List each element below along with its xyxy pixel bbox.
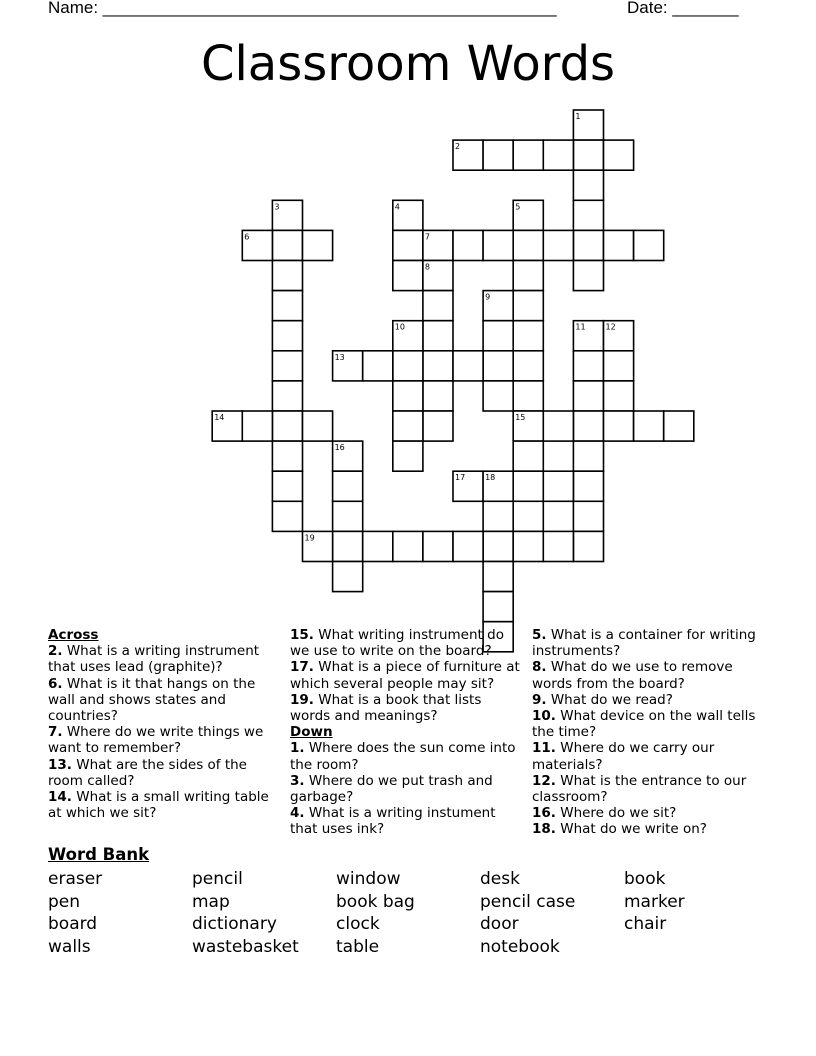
clue-down-12: 12. What is the entrance to our classroom?: [532, 772, 747, 806]
word-bank-item: eraser: [48, 869, 103, 889]
grid-cell[interactable]: [513, 230, 543, 260]
grid-cell[interactable]: [513, 411, 543, 441]
word-bank-item: book bag: [336, 891, 415, 912]
clue-across-19: 19. What is a book that lists words and meanings?: [290, 691, 482, 725]
grid-cell[interactable]: [242, 230, 272, 260]
clue-number: 15: [515, 413, 526, 422]
grid-cell[interactable]: [483, 471, 513, 501]
clue-number: 19: [304, 533, 315, 543]
grid-cell[interactable]: [573, 471, 603, 501]
clue-number: 9: [485, 292, 491, 302]
clue-down-9: 9. What do we read?: [532, 691, 673, 708]
grid-cell[interactable]: [423, 291, 453, 321]
clue-across-13: 13. What are the sides of the room called?: [48, 756, 247, 789]
grid-cell[interactable]: [453, 351, 483, 381]
grid-cell[interactable]: [483, 562, 513, 592]
date-field-label: Date: _______: [627, 0, 739, 17]
grid-cell[interactable]: [393, 321, 423, 351]
clue-down-3: 3. Where do we put trash and garbage?: [290, 772, 493, 806]
grid-cell[interactable]: [272, 501, 302, 531]
grid-cell[interactable]: [272, 411, 302, 441]
grid-cell[interactable]: [333, 351, 363, 381]
clue-number: 4: [394, 202, 400, 212]
grid-cell[interactable]: [303, 411, 333, 441]
grid-cell[interactable]: [604, 411, 634, 441]
clue-across-17: 17. What is a piece of furniture at which several people may sit?: [290, 659, 520, 692]
grid-cell[interactable]: [242, 411, 272, 441]
grid-cell[interactable]: [453, 471, 483, 501]
word-bank-item: map: [192, 891, 230, 912]
grid-cell[interactable]: [573, 441, 603, 471]
grid-cell[interactable]: [604, 230, 634, 260]
page-title: Classroom Words: [200, 36, 616, 92]
clues-column-2: [290, 627, 522, 838]
grid-cell[interactable]: [393, 230, 423, 260]
grid-cell[interactable]: [212, 411, 242, 441]
grid-cell[interactable]: [513, 261, 543, 291]
grid-cell[interactable]: [573, 140, 603, 170]
word-bank-heading: Word Bank: [48, 845, 150, 864]
grid-cell[interactable]: [483, 230, 513, 260]
grid-cell[interactable]: [423, 321, 453, 351]
grid-cell[interactable]: [543, 531, 573, 561]
grid-cell[interactable]: [604, 381, 634, 411]
grid-cell[interactable]: [573, 200, 603, 230]
clue-across-15: 15. What writing instrument do we use to write on the board?: [290, 627, 504, 660]
grid-cell[interactable]: [272, 441, 302, 471]
clue-number: 3: [274, 202, 280, 212]
grid-cell[interactable]: [634, 230, 664, 260]
grid-cell[interactable]: [423, 351, 453, 381]
grid-cell[interactable]: [423, 531, 453, 561]
word-bank-item: dictionary: [192, 914, 277, 934]
grid-cell[interactable]: [604, 321, 634, 351]
grid-cell[interactable]: [272, 261, 302, 291]
clue-down-1: 1. Where does the sun come into the room?: [290, 740, 516, 773]
grid-cell[interactable]: [333, 501, 363, 531]
clue-across-2: 2. What is a writing instrument that uses lead (graphite)?: [48, 643, 260, 676]
grid-cell[interactable]: [303, 531, 333, 561]
word-bank-item: board: [48, 914, 98, 934]
word-bank-item: pen: [48, 891, 81, 912]
grid-cell[interactable]: [272, 351, 302, 381]
clue-down-4: 4. What is a writing instument that uses ink?: [290, 805, 496, 838]
grid-cell[interactable]: [513, 501, 543, 531]
grid-cell[interactable]: [363, 531, 393, 561]
grid-cell[interactable]: [333, 531, 363, 561]
grid-cell[interactable]: [393, 531, 423, 561]
clue-number: 13: [334, 352, 345, 362]
grid-cell[interactable]: [513, 531, 543, 561]
clue-number: 1: [575, 112, 581, 121]
grid-cell[interactable]: [423, 381, 453, 411]
grid-cell[interactable]: [272, 200, 302, 230]
grid-cell[interactable]: [483, 531, 513, 561]
grid-cell[interactable]: [333, 471, 363, 501]
grid-cell[interactable]: [423, 411, 453, 441]
grid-cell[interactable]: [573, 351, 603, 381]
grid-cell[interactable]: [543, 411, 573, 441]
grid-cell[interactable]: [573, 230, 603, 260]
grid-cell[interactable]: [573, 531, 603, 561]
grid-cell[interactable]: [573, 110, 603, 140]
grid-cell[interactable]: [393, 381, 423, 411]
clue-number: 5: [515, 202, 521, 212]
grid-cell[interactable]: [333, 562, 363, 592]
word-bank-item: pencil case: [480, 891, 576, 912]
clue-across-14: 14. What is a small writing table at which we sit?: [48, 789, 269, 822]
grid-cell[interactable]: [483, 381, 513, 411]
clue-down-8: 8. What do we use to remove words from the board?: [532, 659, 733, 692]
grid-cell[interactable]: [393, 200, 423, 230]
grid-cell[interactable]: [513, 140, 543, 170]
grid-cell[interactable]: [423, 261, 453, 291]
grid-cell[interactable]: [272, 321, 302, 351]
word-bank-item: table: [336, 936, 380, 957]
word-bank-item: book: [624, 869, 666, 889]
clue-down-16: 16. Where do we sit?: [532, 805, 677, 822]
grid-cell[interactable]: [393, 411, 423, 441]
grid-cell[interactable]: [303, 230, 333, 260]
grid-cell[interactable]: [272, 230, 302, 260]
grid-cell[interactable]: [333, 441, 363, 471]
grid-cell[interactable]: [513, 351, 543, 381]
clue-number: 17: [455, 473, 466, 483]
word-bank-item: wastebasket: [192, 936, 299, 957]
grid-cell[interactable]: [634, 411, 664, 441]
grid-cell[interactable]: [483, 501, 513, 531]
grid-cell[interactable]: [543, 140, 573, 170]
grid-cell[interactable]: [453, 230, 483, 260]
grid-cell[interactable]: [513, 200, 543, 230]
word-bank-item: marker: [624, 891, 685, 912]
word-bank-item: window: [336, 869, 401, 889]
grid-cell[interactable]: [573, 381, 603, 411]
clue-number: 12: [605, 322, 616, 332]
word-bank-item: chair: [624, 914, 667, 934]
grid-cell[interactable]: [363, 351, 393, 381]
grid-cell[interactable]: [664, 411, 694, 441]
clue-across-6: 6. What is it that hangs on the wall and shows states and countries?: [48, 675, 256, 725]
grid-cell[interactable]: [453, 531, 483, 561]
clue-number: 18: [485, 473, 496, 483]
grid-cell[interactable]: [513, 471, 543, 501]
grid-cell[interactable]: [513, 381, 543, 411]
clue-number: 14: [214, 413, 225, 422]
grid-cell[interactable]: [272, 381, 302, 411]
clue-across-7: 7. Where do we write things we want to remember?: [48, 724, 264, 757]
grid-cell[interactable]: [423, 230, 453, 260]
grid-cell[interactable]: [393, 351, 423, 381]
clue-number: 11: [575, 322, 586, 332]
grid-cell[interactable]: [483, 291, 513, 321]
grid-cell[interactable]: [483, 351, 513, 381]
grid-cell[interactable]: [543, 230, 573, 260]
clue-number: 7: [424, 232, 430, 242]
grid-cell[interactable]: [272, 291, 302, 321]
down-heading: Down: [290, 724, 333, 741]
grid-cell[interactable]: [483, 321, 513, 351]
across-heading: Across: [48, 627, 99, 643]
clue-number: 8: [424, 262, 430, 272]
clue-number: 16: [334, 443, 345, 453]
clue-down-18: 18. What do we write on?: [532, 821, 707, 838]
grid-cell[interactable]: [513, 291, 543, 321]
grid-cell[interactable]: [393, 441, 423, 471]
word-bank: [48, 868, 768, 958]
word-bank-item: desk: [480, 869, 520, 889]
grid-cell[interactable]: [573, 411, 603, 441]
grid-cell[interactable]: [453, 140, 483, 170]
word-bank-item: pencil: [192, 869, 243, 889]
word-bank-item: walls: [48, 936, 91, 957]
word-bank-item: clock: [336, 914, 380, 934]
grid-cell[interactable]: [272, 471, 302, 501]
grid-cell[interactable]: [604, 351, 634, 381]
word-bank-item: door: [480, 914, 519, 934]
clue-number: 10: [394, 322, 405, 332]
grid-cell[interactable]: [573, 261, 603, 291]
grid-cell[interactable]: [543, 471, 573, 501]
grid-cell[interactable]: [483, 140, 513, 170]
clue-down-11: 11. Where do we carry our materials?: [532, 740, 715, 773]
clue-down-10: 10. What device on the wall tells the time?: [532, 708, 756, 741]
grid-cell[interactable]: [573, 501, 603, 531]
clues-column-1: [48, 627, 280, 821]
name-field-label: Name: ________________________________________________: [48, 0, 557, 17]
grid-cell[interactable]: [573, 321, 603, 351]
grid-cell[interactable]: [573, 170, 603, 200]
grid-cell[interactable]: [513, 441, 543, 471]
clue-down-5: 5. What is a container for writing instruments?: [532, 627, 756, 660]
grid-cell[interactable]: [393, 261, 423, 291]
grid-cell[interactable]: [483, 592, 513, 622]
clue-number: 2: [455, 142, 461, 152]
word-bank-item: notebook: [480, 936, 560, 957]
clues-column-3: [532, 627, 768, 838]
grid-cell[interactable]: [604, 140, 634, 170]
clue-number: 6: [244, 232, 250, 242]
grid-cell[interactable]: [513, 321, 543, 351]
